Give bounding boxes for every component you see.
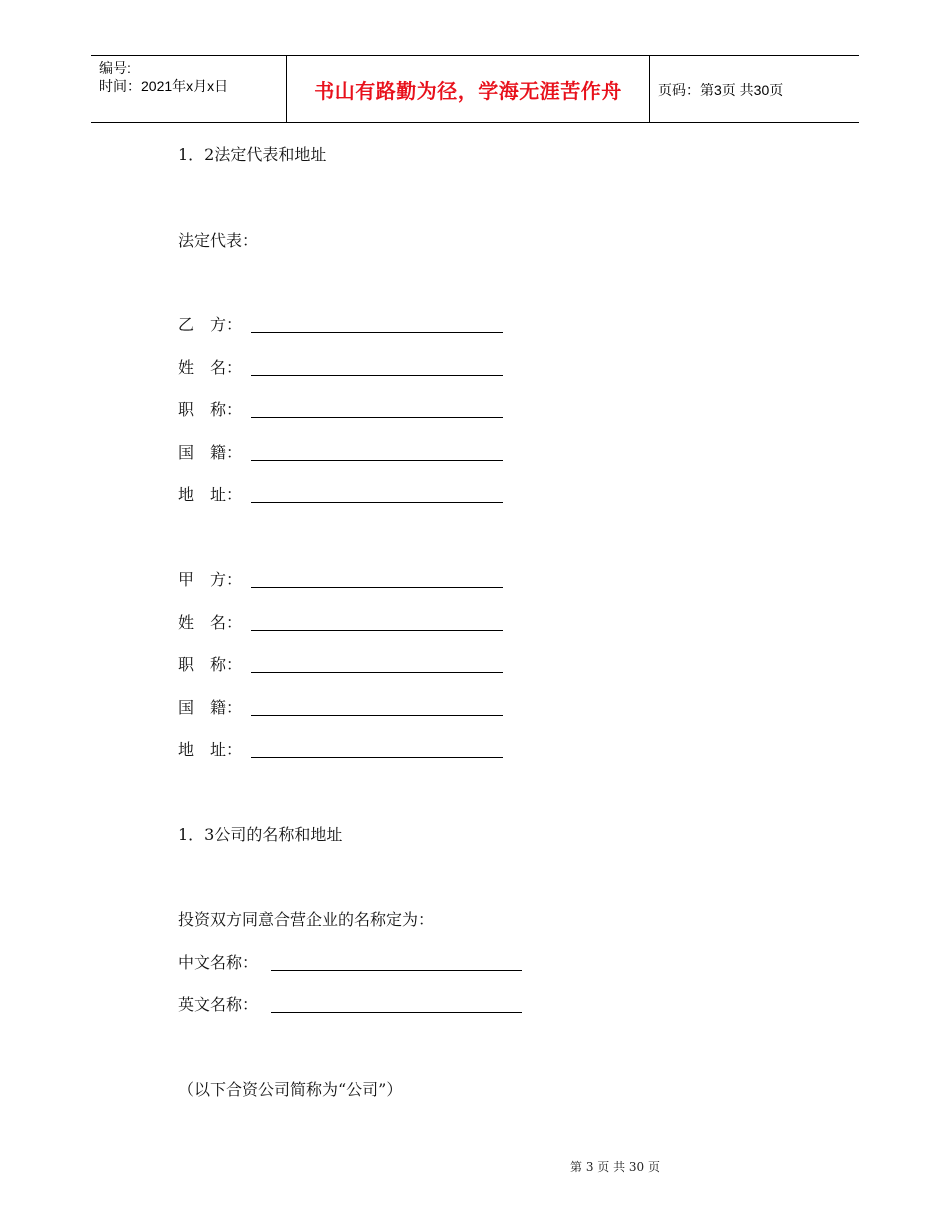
english-name-field[interactable] bbox=[271, 1012, 522, 1013]
party-b-name-label: 姓 名： bbox=[178, 358, 243, 377]
party-a-title-label: 职 称： bbox=[178, 655, 243, 674]
party-a-name-label: 姓 名： bbox=[178, 613, 243, 632]
company-name-intro: 投资双方同意合营企业的名称定为： bbox=[178, 910, 435, 929]
party-a-address-field[interactable] bbox=[251, 757, 503, 758]
party-a-name-field[interactable] bbox=[251, 630, 503, 631]
party-a-address-row bbox=[178, 740, 242, 760]
party-b-address-label: 地 址： bbox=[178, 485, 243, 504]
document-time-label: 时间：2021年x月x日 bbox=[99, 78, 229, 94]
document-number-label: 编号: bbox=[99, 60, 131, 76]
page-header bbox=[91, 55, 859, 123]
party-b-name-field[interactable] bbox=[251, 375, 503, 376]
legal-representative-intro: 法定代表： bbox=[178, 231, 259, 250]
party-b-name-row bbox=[178, 358, 242, 378]
header-motto: 书山有路勤为径，学海无涯苦作舟 bbox=[314, 80, 622, 103]
page-footer: 第 3 页 共 30 页 bbox=[570, 1160, 660, 1174]
party-a-address-label: 地 址： bbox=[178, 740, 243, 759]
party-b-nationality-row bbox=[178, 443, 242, 463]
party-b-nationality-label: 国 籍： bbox=[178, 443, 243, 462]
party-b-row bbox=[178, 315, 242, 335]
english-name-row bbox=[178, 995, 258, 1015]
party-b-address-field[interactable] bbox=[251, 502, 503, 503]
party-b-label: 乙 方： bbox=[178, 315, 243, 334]
party-a-label: 甲 方： bbox=[178, 570, 243, 589]
party-b-nationality-field[interactable] bbox=[251, 460, 503, 461]
party-a-title-row bbox=[178, 655, 242, 675]
header-page-info: 页码：第3页 共30页 bbox=[658, 82, 784, 98]
party-a-title-field[interactable] bbox=[251, 672, 503, 673]
company-abbreviation-note: （以下合资公司简称为“公司”） bbox=[178, 1080, 403, 1099]
section-1-3-heading: 1．3公司的名称和地址 bbox=[178, 825, 343, 844]
chinese-name-row bbox=[178, 953, 258, 973]
party-a-nationality-field[interactable] bbox=[251, 715, 503, 716]
party-a-field[interactable] bbox=[251, 587, 503, 588]
chinese-name-field[interactable] bbox=[271, 970, 522, 971]
party-b-title-field[interactable] bbox=[251, 417, 503, 418]
party-a-row bbox=[178, 570, 242, 590]
party-b-field[interactable] bbox=[251, 332, 503, 333]
chinese-name-label: 中文名称： bbox=[178, 953, 259, 972]
section-1-2-heading: 1．2法定代表和地址 bbox=[178, 145, 327, 164]
party-b-title-label: 职 称： bbox=[178, 400, 243, 419]
party-a-nationality-row bbox=[178, 698, 242, 718]
party-a-name-row bbox=[178, 613, 242, 633]
party-b-address-row bbox=[178, 485, 242, 505]
english-name-label: 英文名称： bbox=[178, 995, 259, 1014]
party-a-nationality-label: 国 籍： bbox=[178, 698, 243, 717]
header-meta bbox=[99, 59, 228, 95]
header-divider-right bbox=[649, 56, 650, 122]
party-b-title-row bbox=[178, 400, 242, 420]
